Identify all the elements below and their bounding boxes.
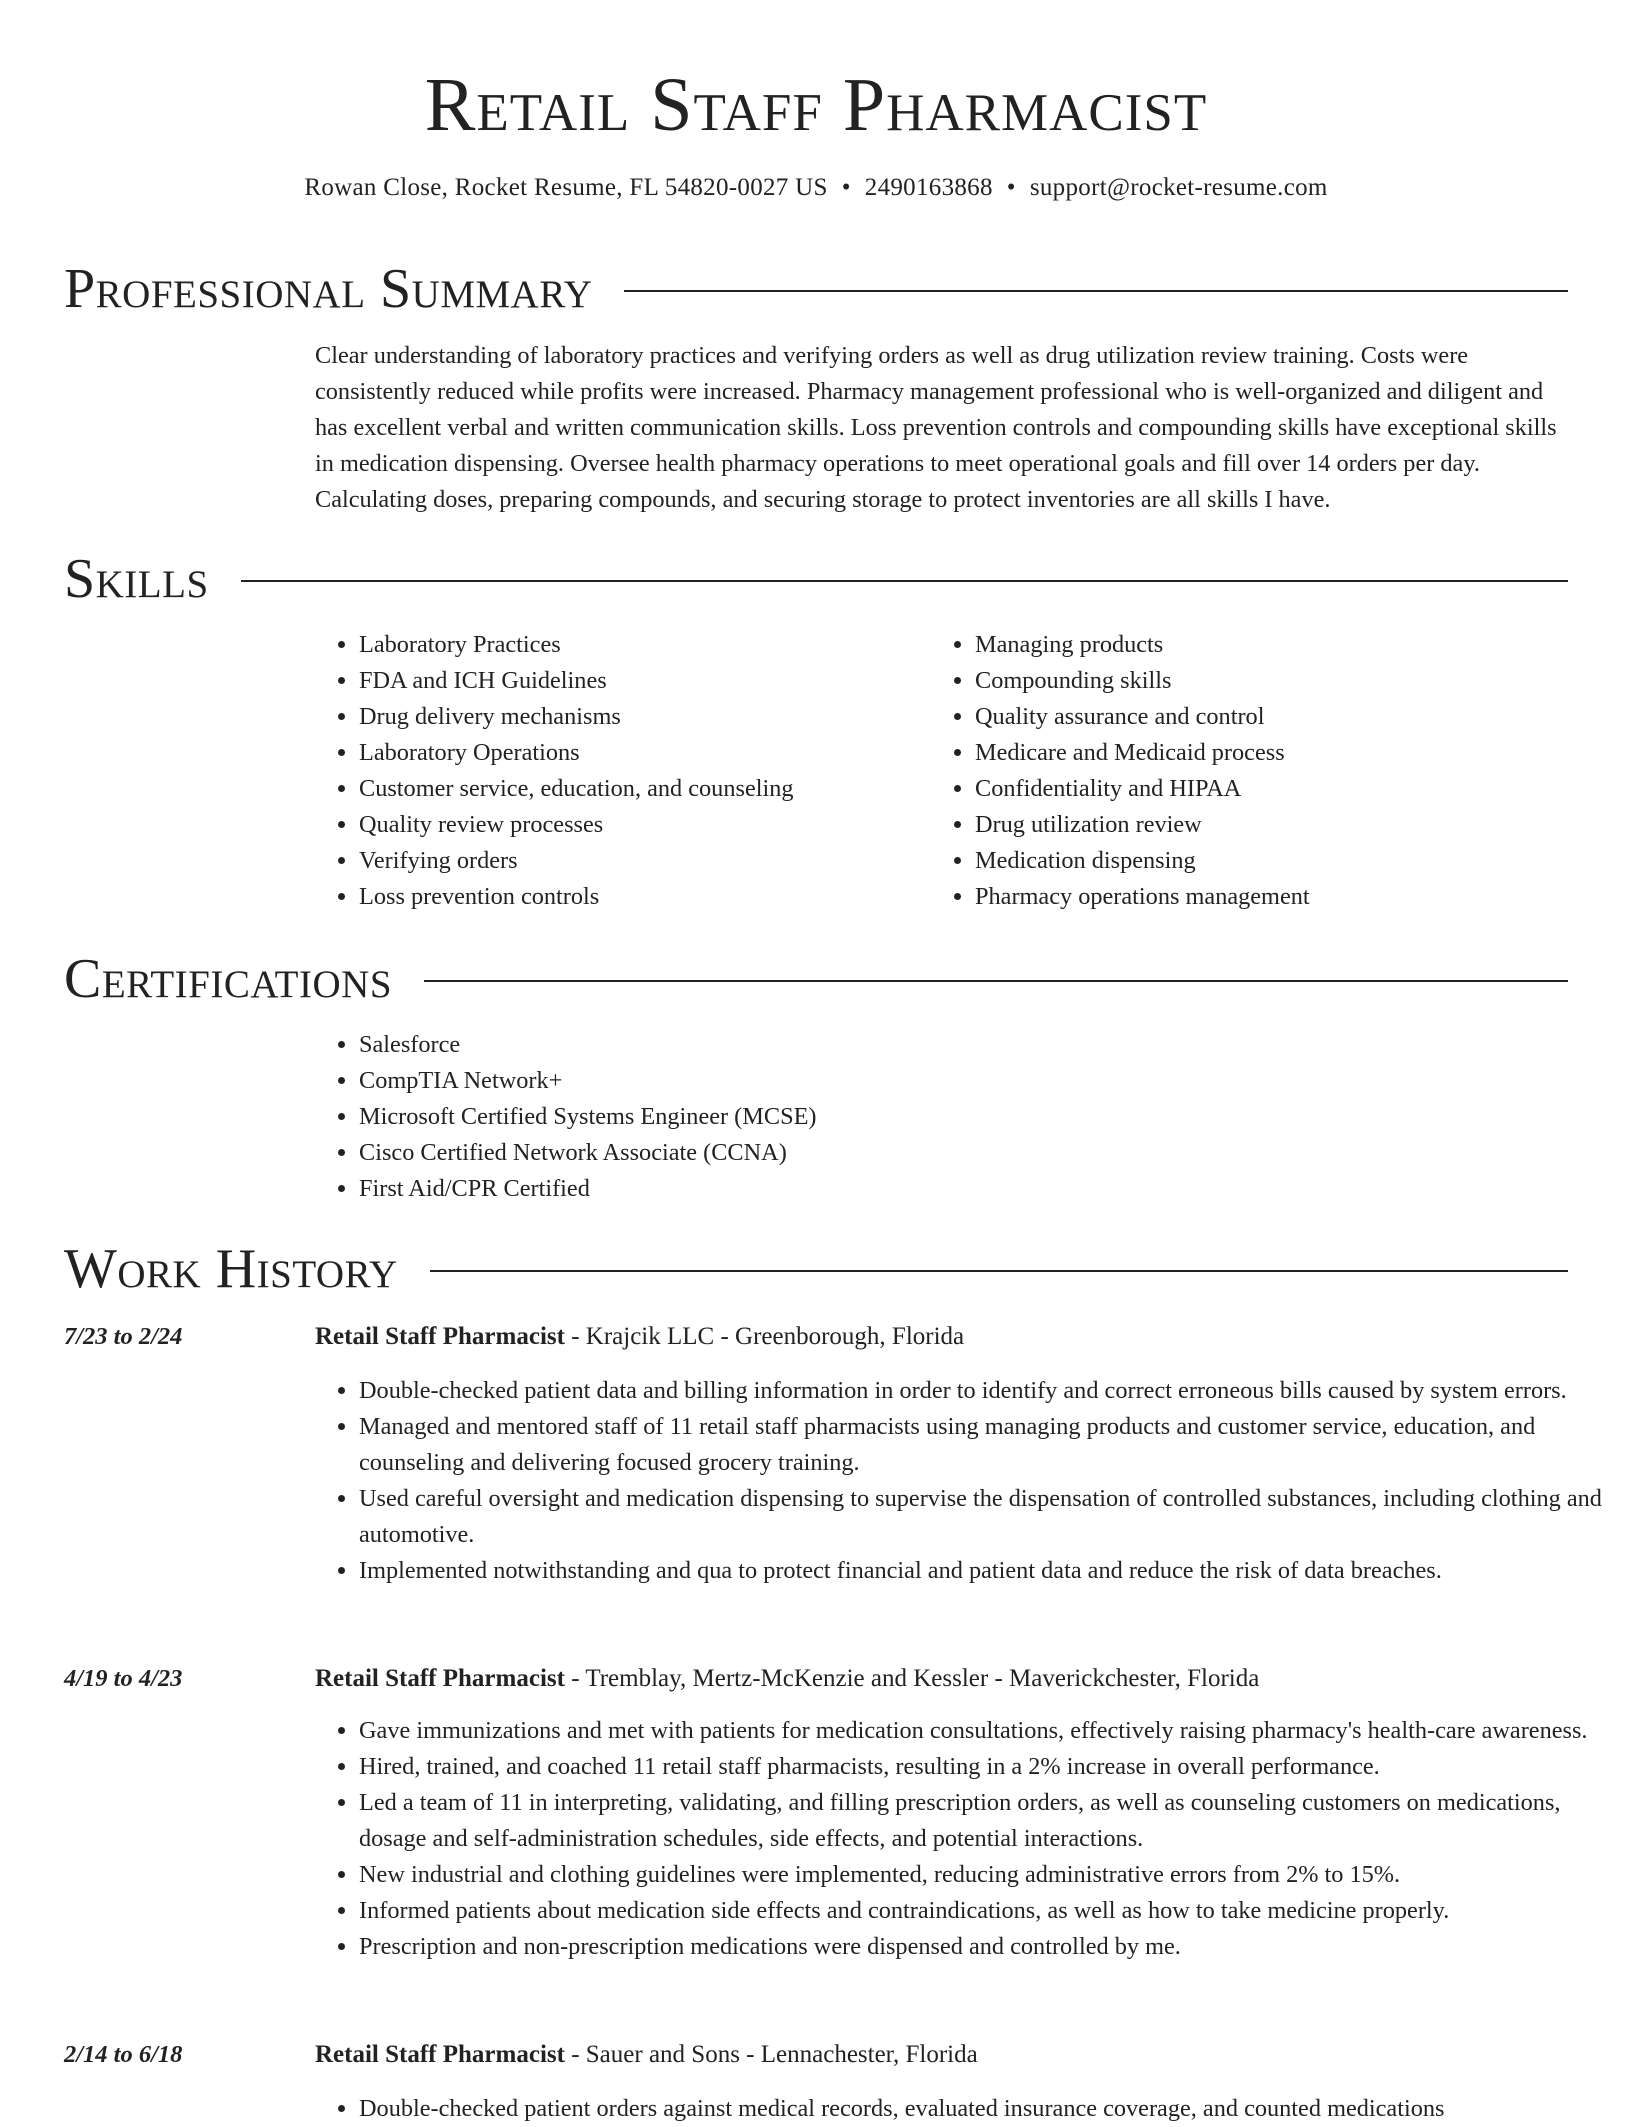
- skill-item: • Medication dispensing: [975, 843, 1595, 879]
- skill-item: • Verifying orders: [359, 843, 919, 879]
- certifications-section-title: Certifications: [64, 948, 393, 1010]
- job-dates: 4/19 to 4/23: [64, 1665, 183, 1692]
- skill-item: • Laboratory Operations: [359, 735, 919, 771]
- summary-section-header: [64, 257, 1568, 321]
- job-bullet: • Informed patients about medication side effects and contraindications, as well as how to take medicine properly.: [359, 1893, 1612, 1929]
- job-bullet: • Used careful oversight and medication dispensing to supervise the dispensation of controlled substances, including clothing and automotive.: [359, 1481, 1612, 1553]
- certifications-section-header: [64, 947, 1568, 1011]
- job-bullet: • Double-checked patient data and billing information in order to identify and correct erroneous bills caused by system errors.: [359, 1373, 1612, 1409]
- summary-text: Clear understanding of laboratory practices and verifying orders as well as drug utilization review training. Costs were consistently reduced while profits were increased. Pharmacy management professional who is well-organized and diligent and has excellent verbal and written communication skills. Loss prevention controls and compounding skills have exceptional skills in medication dispensing. Oversee health pharmacy operations to meet operational goals and fill over 14 orders per day. Calculating doses, preparing compounds, and securing storage to protect inventories are all skills I have.: [315, 342, 1557, 513]
- skill-item: • Customer service, education, and counseling: [359, 771, 919, 807]
- skill-item: • Quality review processes: [359, 807, 919, 843]
- job-bullet: • Led a team of 11 in interpreting, validating, and filling prescription orders, as well as counseling customers on medications, dosage and self-administration schedules, side effects, and potential interactions.: [359, 1785, 1612, 1857]
- job-bullets: [315, 2091, 1612, 2127]
- certification-item: • First Aid/CPR Certified: [359, 1171, 1559, 1207]
- contact-separator: •: [1006, 174, 1016, 201]
- section-divider: [430, 1270, 1568, 1272]
- skill-item: • Loss prevention controls: [359, 879, 919, 915]
- job-heading: [315, 1661, 1259, 1697]
- job-employer: - Sauer and Sons - Lennachester, Florida: [564, 2041, 978, 2068]
- job-bullet: • Managed and mentored staff of 11 retail staff pharmacists using managing products and customer service, education, and counseling and delivering focused grocery training.: [359, 1409, 1612, 1481]
- contact-line: [0, 174, 1632, 202]
- job-bullet: • New industrial and clothing guidelines were implemented, reducing administrative errors from 2% to 15%.: [359, 1857, 1612, 1893]
- certification-item: • Salesforce: [359, 1027, 1559, 1063]
- contact-email: support@rocket-resume.com: [1029, 174, 1328, 201]
- job-heading: [315, 1319, 964, 1355]
- summary-section-title: Professional Summary: [64, 258, 593, 320]
- job-title: Retail Staff Pharmacist: [315, 2041, 565, 2068]
- job-dates: 2/14 to 6/18: [64, 2041, 183, 2068]
- certification-item: • Microsoft Certified Systems Engineer (MCSE): [359, 1099, 1559, 1135]
- skill-item: • Managing products: [975, 627, 1595, 663]
- job-bullets: [315, 1373, 1612, 1589]
- job-employer: - Krajcik LLC - Greenborough, Florida: [564, 1323, 965, 1350]
- certification-item: • Cisco Certified Network Associate (CCNA): [359, 1135, 1559, 1171]
- skill-item: • Drug utilization review: [975, 807, 1595, 843]
- job-bullet: • Implemented notwithstanding and qua to protect financial and patient data and reduce the risk of data breaches.: [359, 1553, 1612, 1589]
- resume-name: Retail Staff Pharmacist: [424, 63, 1208, 147]
- job-bullet: • Gave immunizations and met with patients for medication consultations, effectively raising pharmacy's health-care awareness.: [359, 1713, 1612, 1749]
- contact-separator: •: [841, 174, 851, 201]
- job-heading: [315, 2037, 978, 2073]
- contact-phone: 2490163868: [864, 174, 993, 201]
- skills-list-right: [931, 627, 1595, 915]
- job-dates: 7/23 to 2/24: [64, 1323, 183, 1350]
- section-divider: [424, 980, 1568, 982]
- job-title: Retail Staff Pharmacist: [315, 1665, 565, 1692]
- contact-address: Rowan Close, Rocket Resume, FL 54820-0027 US: [304, 174, 828, 201]
- section-divider: [624, 290, 1568, 292]
- work-history-section-title: Work History: [64, 1238, 398, 1300]
- skill-item: • FDA and ICH Guidelines: [359, 663, 919, 699]
- work-history-section-header: [64, 1237, 1568, 1301]
- job-bullets: [315, 1713, 1612, 1965]
- skills-list-left: [315, 627, 919, 915]
- skill-item: • Quality assurance and control: [975, 699, 1595, 735]
- skill-item: • Confidentiality and HIPAA: [975, 771, 1595, 807]
- job-employer: - Tremblay, Mertz-McKenzie and Kessler - Maverickchester, Florida: [564, 1665, 1260, 1692]
- job-bullet: • Double-checked patient orders against medical records, evaluated insurance coverage, and counted medications: [359, 2091, 1612, 2127]
- skill-item: • Compounding skills: [975, 663, 1595, 699]
- certifications-list: [315, 1027, 1559, 1207]
- skill-item: • Medicare and Medicaid process: [975, 735, 1595, 771]
- skill-item: • Laboratory Practices: [359, 627, 919, 663]
- job-title: Retail Staff Pharmacist: [315, 1323, 565, 1350]
- skills-section-title: Skills: [64, 548, 209, 610]
- skill-item: • Drug delivery mechanisms: [359, 699, 919, 735]
- section-divider: [241, 580, 1568, 582]
- certification-item: • CompTIA Network+: [359, 1063, 1559, 1099]
- skill-item: • Pharmacy operations management: [975, 879, 1595, 915]
- job-bullet: • Hired, trained, and coached 11 retail staff pharmacists, resulting in a 2% increase in overall performance.: [359, 1749, 1612, 1785]
- skills-section-header: [64, 547, 1568, 611]
- job-bullet: • Prescription and non-prescription medications were dispensed and controlled by me.: [359, 1929, 1612, 1965]
